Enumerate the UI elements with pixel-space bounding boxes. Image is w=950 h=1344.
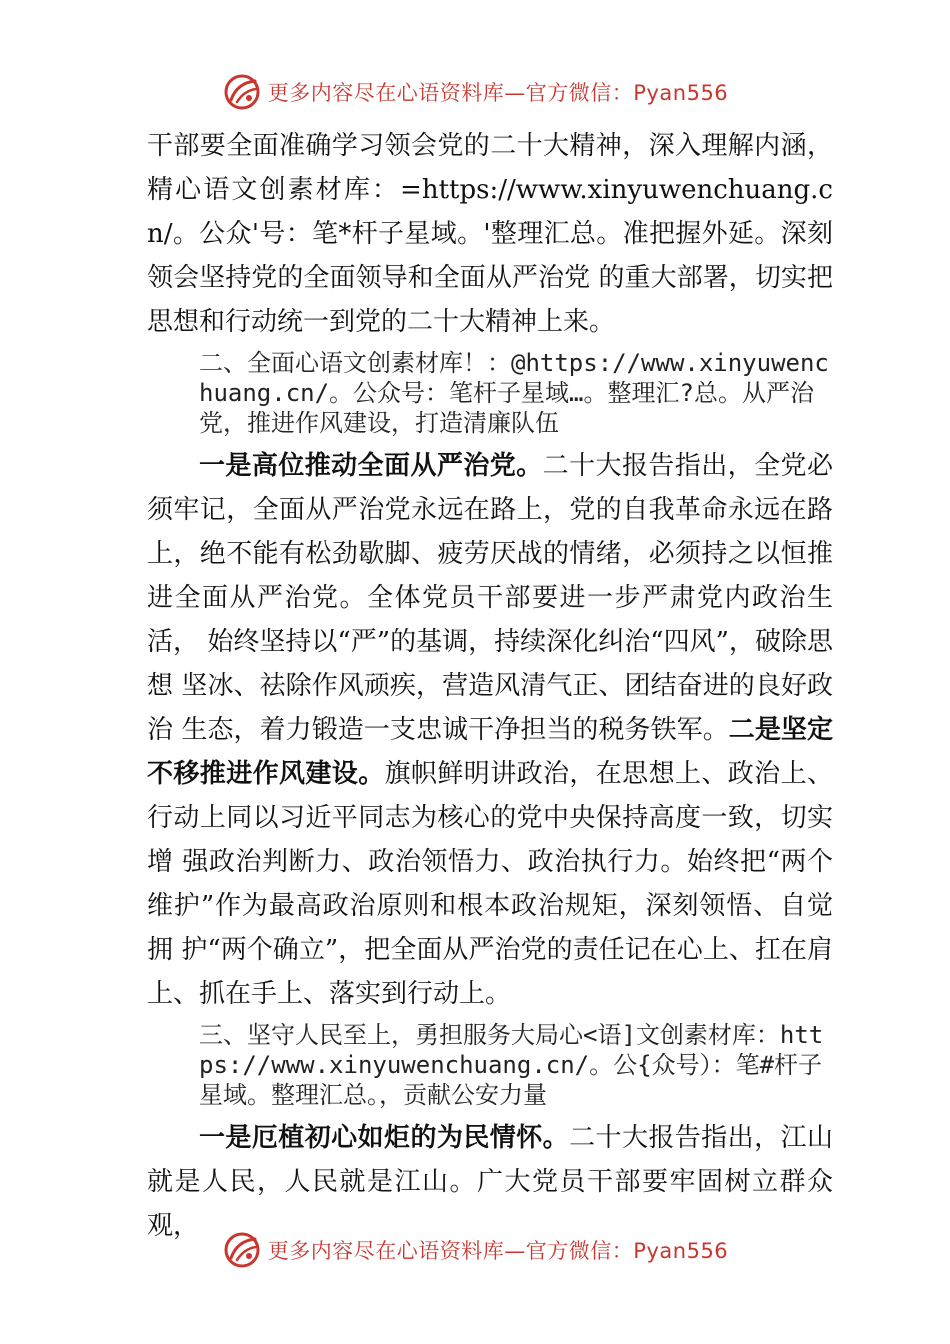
- bold-lead-1: 一是高位推动全面从严治党。: [199, 451, 543, 481]
- section-heading-2: 二、全面心语文创素材库！：@https://www.xinyuwenchuang.cn/。公众号：笔杆子星域…。整理汇?总。从严治党，推进作风建设，打造清廉队伍: [199, 349, 829, 437]
- header-watermark: [0, 70, 950, 114]
- paragraph-text-1: 二十大报告指出，全党必须牢记，全面从严治党永远在路上，党的自我革命永远在路 上，绝不能有松劲歇脚、疲劳厌战的情绪，必须持之以恒推 进全面从严治党。全体党员干部要进一步严肃党内政治生活， 始终坚持以“严”的基调，持续深化纠治“四风”，破除思想 坚冰、祛除作风顽疾，营造风清气正、团结奋进的良好政治 生态，着力锻造一支忠诚干净担当的税务铁军。: [147, 451, 833, 745]
- watermark-text: 更多内容尽在心语资料库—官方微信：Pyan556: [267, 81, 729, 105]
- paragraph-intro: 干部要全面准确学习领会党的二十大精神，深入理解内涵，精心语文创素材库：=https://www.xinyuwenchuang.cn/。公众'号：笔*杆子星域。'整理汇总。准把握外延。深刻领会坚持党的全面领导和全面从严治党 的重大部署，切实把思想和行动统一到党的二十大精神上来。: [147, 131, 833, 337]
- document-body: [147, 124, 833, 1248]
- footer-watermark: [0, 1228, 950, 1272]
- bold-lead-3: 一是厄植初心如炬的为民情怀。: [199, 1123, 570, 1153]
- paragraph-text-3: 二十大报告指出，江山就是人民，人民就是江山。广大党员干部要牢固树立群众观，: [147, 1123, 833, 1241]
- paragraph-section-2: [147, 444, 833, 1016]
- watermark-text: 更多内容尽在心语资料库—官方微信：Pyan556: [267, 1239, 729, 1263]
- section-heading-3: 三、坚守人民至上，勇担服务大局心<语]文创素材库：https://www.xinyuwenchuang.cn/。公{众号）：笔#杆子星域。整理汇总。，贡献公安力量: [199, 1021, 824, 1109]
- xinyu-logo-icon: [222, 72, 262, 112]
- bold-lead-2: 二是坚定不移推进作风建设。: [147, 715, 833, 789]
- paragraph-text-2: 旗帜鲜明讲政治，在思想上、政治上、行动上同以习近平同志为核心的党中央保持高度一致，切实增 强政治判断力、政治领悟力、政治执行力。始终把“两个维护”作为最高政治原则和根本政治规矩，深刻领悟、自觉拥 护“两个确立”，把全面从严治党的责任记在心上、扛在肩上、抓在手上、落实到行动上。: [147, 759, 833, 1009]
- xinyu-logo-icon: [222, 1230, 262, 1270]
